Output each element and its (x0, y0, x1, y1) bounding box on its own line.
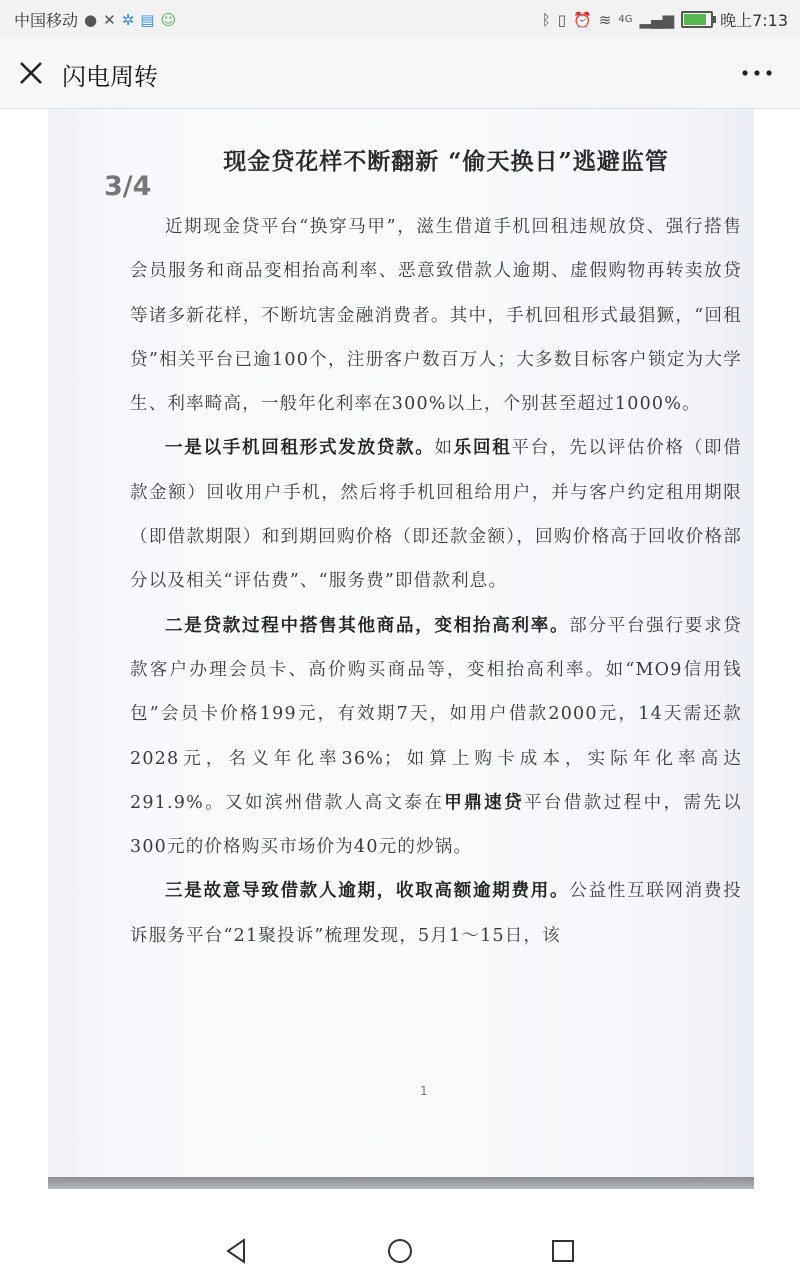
bold-text-segment: 二是贷款过程中搭售其他商品，变相抬高利率。 (165, 615, 570, 636)
document-body (130, 205, 742, 958)
text-segment: 如 (434, 438, 454, 459)
bluetooth-icon: ᛒ (541, 10, 551, 29)
document-paragraph (130, 426, 742, 603)
battery-icon (681, 11, 713, 28)
message-app-icon: ▤ (140, 10, 155, 29)
carrier-label: 中国移动 (14, 11, 79, 30)
wifi-icon: ≋ (598, 10, 612, 29)
document-title: 现金贷花样不断翻新 “偷天换日”逃避监管 (223, 148, 669, 175)
back-icon (222, 1236, 252, 1266)
document-page (48, 109, 754, 1189)
text-segment: 公益性互联网消费投诉服务平台“21聚投诉”梳理发现，5月1～15日，该 (130, 881, 742, 946)
text-segment: 近期现金贷平台“换穿马甲”，滋生借道手机回租违规放贷、强行搭售会员服务和商品变相抬高利率、恶意致借款人逾期、虚假购物再转卖放贷等诸多新花样，不断坑害金融消费者。其中，手机回租形式最猖獗，“回租贷”相关平台已逾100个，注册客户数百万人；大多数目标客户锁定为大学生、利率畸高，一般年化利率在300%以上，个别甚至超过1000%。 (130, 217, 742, 415)
bold-text-segment: 甲鼎速贷 (444, 792, 525, 813)
missed-call-icon: ✕ (103, 10, 116, 29)
page-edge (48, 1177, 754, 1189)
wechat-icon: ● (84, 10, 98, 29)
bold-text-segment: 一是以手机回租形式发放贷款。 (165, 438, 435, 459)
status-right (542, 8, 788, 31)
text-segment: 平台借款过程中，需先以300元的价格购买市场价为40元的炒锅。 (130, 792, 742, 858)
notification-app-icon: ✲ (121, 10, 135, 29)
home-icon (385, 1236, 415, 1266)
page-footer-number: 1 (420, 1084, 428, 1098)
recents-button[interactable] (548, 1236, 578, 1266)
document-paragraph (130, 604, 742, 870)
user-app-icon: ☺ (160, 10, 177, 29)
text-segment: 部分平台强行要求贷款客户办理会员卡、高价购买商品等，变相抬高利率。如“MO9信用钱包”会员卡价格199元，有效期7天，如用户借款2000元，14天需还款2028元，名义年化率36%；如算上购卡成本，实际年化率高达291.9%。又如滨州借款人高文泰在 (130, 615, 742, 813)
text-segment: 平台，先以评估价格（即借款金额）回收用户手机，然后将手机回租给用户，并与客户约定租用期限（即借款期限）和到期回购价格（即还款金额），回购价格高于回收价格部分以及相关“评估费”、“服务费”即借款利息。 (130, 438, 743, 592)
recents-icon (548, 1236, 578, 1266)
document-viewer[interactable] (0, 109, 800, 1222)
status-bar (0, 0, 800, 38)
more-options-button[interactable] (740, 58, 774, 88)
bold-text-segment: 三是故意导致借款人逾期，收取高额逾期费用。 (165, 881, 570, 902)
navigation-bar (0, 1222, 800, 1280)
vibrate-icon: ▯ (557, 10, 567, 29)
close-icon (14, 56, 48, 90)
close-button[interactable] (14, 56, 48, 90)
battery-fill (684, 14, 706, 25)
status-left (14, 8, 176, 31)
alarm-icon: ⏰ (573, 10, 592, 29)
title-bar (0, 38, 800, 109)
back-button[interactable] (222, 1236, 252, 1266)
document-paragraph (130, 205, 742, 426)
signal-icon: ▂▄▆ (639, 10, 675, 29)
more-icon (740, 58, 774, 88)
page-indicator: 3/4 (104, 171, 152, 202)
network-type-label: 4G (618, 13, 633, 25)
bold-text-segment: 乐回租 (453, 438, 512, 459)
home-button[interactable] (385, 1236, 415, 1266)
document-paragraph (130, 869, 742, 958)
clock-label: 晚上7:13 (720, 11, 788, 30)
page-title: 闪电周转 (62, 63, 158, 91)
